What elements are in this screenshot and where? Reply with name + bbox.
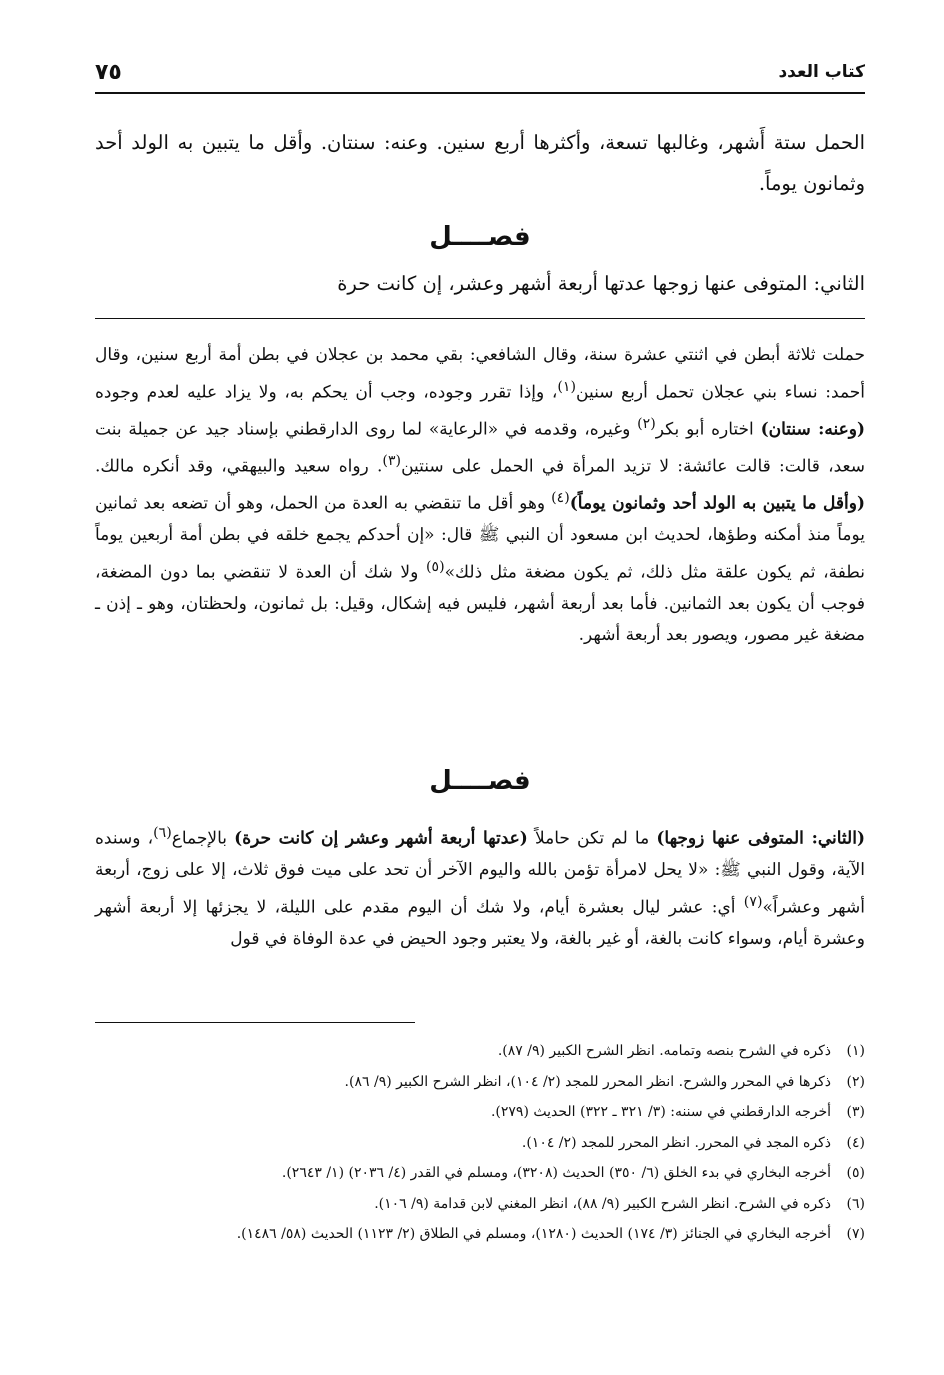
footnote-ref: (٢) bbox=[637, 415, 656, 432]
footnote bbox=[95, 1189, 865, 1220]
book-page bbox=[95, 0, 865, 1375]
intro-matn: الحمل ستة أَشهر، وغالبها تسعة، وأكثرها أربع سنين. وعنه: سنتان. وأقل ما يتبين به الولد أحد وثمانون يوماً. bbox=[95, 131, 865, 195]
sharh-paragraph-1 bbox=[95, 340, 865, 652]
footnote-number: (٢) bbox=[846, 1073, 865, 1090]
sharh-text: بالإجماع bbox=[171, 828, 235, 849]
section-heading-fasl: فصــــل bbox=[429, 766, 531, 796]
sharh-text: ولا شك أن العدة لا تنقضي بما دون المضغة، فوجب أن يكون بعد الثمانين. فأما بعد أربعة أشهر، فليس فيه إشكال، وقيل: بل ثمانون، ولحظتان، وهو ـ إذن ـ مضغة غير مصور، ويصور بعد أربعة أشهر. bbox=[95, 562, 865, 646]
footnotes-list bbox=[95, 1036, 865, 1250]
footnote bbox=[95, 1158, 865, 1189]
footnote bbox=[95, 1036, 865, 1067]
footnote-number: (٥) bbox=[846, 1165, 865, 1181]
footnote bbox=[95, 1067, 865, 1098]
sharh-text: ما لم تكن حاملاً bbox=[527, 828, 657, 849]
section-heading-fasl: فصــــل bbox=[429, 222, 531, 252]
footnote-rule bbox=[95, 1022, 415, 1023]
footnote bbox=[95, 1219, 865, 1250]
footnote-ref: (٣) bbox=[382, 452, 402, 469]
matn-second-paragraph: الثاني: المتوفى عنها زوجها عدتها أربعة أشهر وعشر، إن كانت حرة bbox=[337, 272, 865, 295]
matn-sharh-separator bbox=[95, 318, 865, 319]
footnote bbox=[95, 1128, 865, 1159]
footnote-ref: (١) bbox=[557, 378, 577, 395]
sharh-text: وهو أقل ما تنقضي به العدة من الحمل، وهو أن تضعه بعد ثمانين يوماً منذ أمكنه وطؤها، لحديث ابن مسعود أن النبي ﷺ قال: «إن أحدكم يجمع خلقه في بطن أمة أربعين يوماً نطفة، ثم يكون علقة مثل ذلك، ثم يكون مضغة مثل ذلك» bbox=[95, 493, 865, 583]
quoted-matn: (عدتها أربعة أشهر وعشر إن كانت حرة) bbox=[234, 828, 528, 849]
running-header bbox=[95, 62, 865, 94]
footnote-ref: (٤) bbox=[551, 489, 570, 506]
sharh-text: أي: عشر ليال بعشرة أيام، ولا شك أن اليوم مقدم على الليلة، لا يجزئها إلا أربعة أشهر وعشرة أيام، وسواء كانت بالغة، أو غير بالغة، ولا يعتبر وجود الحيض في عدة الوفاة في قول bbox=[95, 897, 865, 949]
quoted-matn: (وعنه: سنتان) bbox=[760, 419, 866, 440]
footnote-ref: (٥) bbox=[425, 558, 445, 575]
quoted-matn: (وأقل ما يتبين به الولد أحد وثمانون يوماً) bbox=[569, 493, 865, 514]
sharh-text: ، وسنده الآية، وقول النبي ﷺ: «لا يحل لامرأة تؤمن بالله واليوم الآخر أن تحد على ميت فوق ثلاث، إلا على زوج، أربعة أشهر وعشراً» bbox=[95, 828, 865, 918]
sharh-text: وغيره، وقدمه في «الرعاية» لما روى الدارقطني بإسناد جيد عن جميلة بنت سعد، قالت: قالت عائشة: لا تزيد المرأة في الحمل على سنتين bbox=[95, 419, 865, 477]
footnote-text: ذكرها في المحرر والشرح. انظر المحرر للمجد (٢/ ١٠٤)، انظر الشرح الكبير (٩/ ٨٦). bbox=[344, 1073, 831, 1090]
footnote-text: أخرجه الدارقطني في سننه: (٣/ ٣٢١ ـ ٣٢٢) الحديث (٢٧٩). bbox=[490, 1104, 831, 1120]
footnote-text: أخرجه البخاري في بدء الخلق (٦/ ٣٥٠) الحديث (٣٢٠٨)، ومسلم في القدر (٤/ ٢٠٣٦) (١/ ٢٦٤٣). bbox=[281, 1165, 831, 1181]
quoted-matn: (الثاني: المتوفى عنها زوجها) bbox=[656, 828, 866, 849]
footnote-text: ذكره المجد في المحرر. انظر المحرر للمجد (٢/ ١٠٤). bbox=[521, 1134, 831, 1151]
sharh-text: اختاره أبو بكر bbox=[655, 419, 761, 440]
sharh-paragraph-2 bbox=[95, 818, 865, 955]
footnote-text: ذكره في الشرح بنصه وتمامه. انظر الشرح الكبير (٩/ ٨٧). bbox=[497, 1043, 831, 1059]
sharh-text: . رواه سعيد والبيهقي، وقد أنكره مالك. bbox=[95, 456, 383, 477]
footnote-text: أخرجه البخاري في الجنائز (٣/ ١٧٤) الحديث (١٢٨٠)، ومسلم في الطلاق (٢/ ١١٢٣) الحديث (٥٨/ ١٤٨٦). bbox=[236, 1226, 831, 1242]
footnote-number: (١) bbox=[846, 1043, 865, 1059]
footnote-ref: (٧) bbox=[743, 893, 763, 910]
sharh-text: حملت ثلاثة أبطن في اثنتي عشرة سنة، وقال الشافعي: بقي محمد بن عجلان في بطن أمة أربع سنين، وقال أحمد: نساء بني عجلان تحمل أربع سنين bbox=[95, 345, 866, 403]
page-number: ٧٥ bbox=[95, 60, 130, 85]
footnote-text: ذكره في الشرح. انظر الشرح الكبير (٩/ ٨٨)، انظر المغني لابن قدامة (٩/ ١٠٦). bbox=[374, 1195, 831, 1212]
footnote-number: (٤) bbox=[846, 1134, 865, 1151]
footnote bbox=[95, 1097, 865, 1128]
footnote-number: (٦) bbox=[846, 1195, 865, 1212]
footnote-ref: (٦) bbox=[153, 825, 172, 841]
footnote-number: (٣) bbox=[846, 1104, 865, 1120]
running-title: كتاب العدد bbox=[770, 62, 865, 82]
footnote-number: (٧) bbox=[846, 1226, 865, 1242]
sharh-text: ، وإذا تقرر وجوده، وجب أن يحكم به، ولا يزاد عليه لعدم وجوده bbox=[95, 382, 558, 403]
